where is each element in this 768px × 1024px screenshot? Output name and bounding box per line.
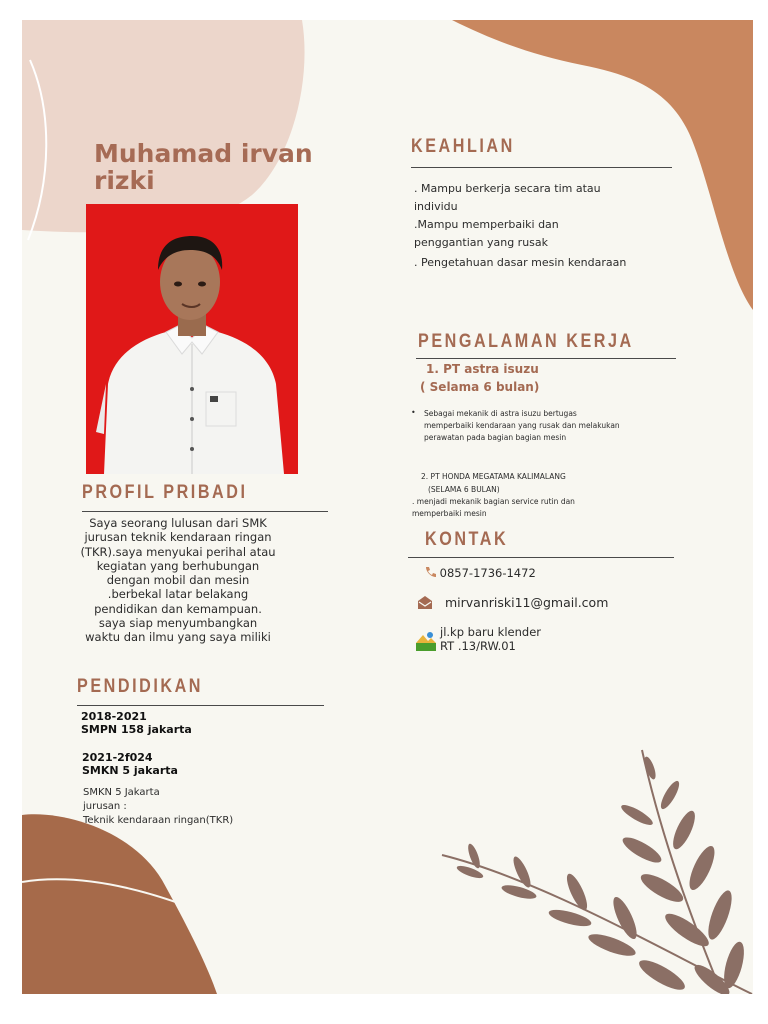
profile-text: Saya seorang lulusan dari SMK jurusan teknik kendaraan ringan (TKR).saya menyukai perihal atau kegiatan yang berhubungan dengan mobil dan mesin .berbekal latar belakang pendidikan dan kemampuan. saya siap menyumbangkan waktu dan ilmu yang saya miliki bbox=[80, 516, 276, 645]
job-2-title: 2. PT HONDA MEGATAMA KALIMALANG bbox=[421, 472, 566, 481]
job-1-duration: ( Selama 6 bulan) bbox=[420, 380, 540, 394]
blush-blob-shape bbox=[22, 20, 305, 232]
education-entry-2-school: SMKN 5 jakarta bbox=[82, 764, 178, 777]
job-1-description: Sebagai mekanik di astra isuzu bertugas memperbaiki kendaraan yang rusak dan melakukan perawatan pada bagian bagian mesin bbox=[424, 409, 620, 442]
profile-divider bbox=[82, 511, 328, 512]
skill-item: .Mampu memperbaiki dan penggantian yang rusak bbox=[414, 218, 559, 249]
profile-heading: PROFIL PRIBADI bbox=[82, 482, 248, 503]
job-2-duration: (SELAMA 6 BULAN) bbox=[428, 485, 500, 494]
phone-icon bbox=[424, 566, 436, 581]
contact-address-line-1: jl.kp baru klender bbox=[440, 625, 542, 639]
education-entry-1-school: SMPN 158 jakarta bbox=[81, 723, 192, 736]
education-detail-school: SMKN 5 Jakarta bbox=[83, 787, 160, 798]
contact-phone-row bbox=[424, 566, 536, 581]
person-illustration bbox=[86, 204, 298, 474]
leaf-branch-graphic bbox=[442, 750, 752, 994]
education-detail-major-label: jurusan : bbox=[83, 801, 127, 812]
skill-item: . Pengetahuan dasar mesin kendaraan bbox=[414, 256, 627, 269]
education-detail-major: Teknik kendaraan ringan(TKR) bbox=[83, 815, 234, 826]
contact-email-row bbox=[417, 595, 608, 612]
contact-divider bbox=[408, 557, 674, 558]
job-1-title: 1. PT astra isuzu bbox=[426, 362, 539, 376]
skills-divider bbox=[411, 167, 672, 168]
contact-phone[interactable]: 0857-1736-1472 bbox=[439, 566, 536, 580]
bullet-icon: • bbox=[411, 408, 416, 417]
experience-divider bbox=[416, 358, 676, 359]
job-2-description: . menjadi mekanik bagian service rutin dan memperbaiki mesin bbox=[412, 497, 575, 518]
education-heading: PENDIDIKAN bbox=[77, 676, 203, 697]
resume-page bbox=[22, 20, 753, 994]
education-entry-2-years: 2021-2f024 bbox=[82, 751, 153, 764]
brown-blob-shape bbox=[22, 814, 217, 994]
email-icon bbox=[417, 596, 433, 612]
profile-photo bbox=[86, 204, 298, 474]
location-icon bbox=[416, 631, 436, 655]
contact-address-line-2: RT .13/RW.01 bbox=[440, 639, 516, 653]
education-divider bbox=[77, 705, 324, 706]
candidate-name: Muhamad irvan rizki bbox=[94, 139, 313, 195]
education-entry-1-years: 2018-2021 bbox=[81, 710, 147, 723]
contact-email[interactable]: mirvanriski11@gmail.com bbox=[444, 595, 609, 610]
skill-item: . Mampu berkerja secara tim atau individu bbox=[414, 182, 601, 213]
contact-heading: KONTAK bbox=[425, 529, 509, 550]
skills-heading: KEAHLIAN bbox=[411, 136, 515, 157]
experience-heading: PENGALAMAN KERJA bbox=[418, 331, 634, 352]
